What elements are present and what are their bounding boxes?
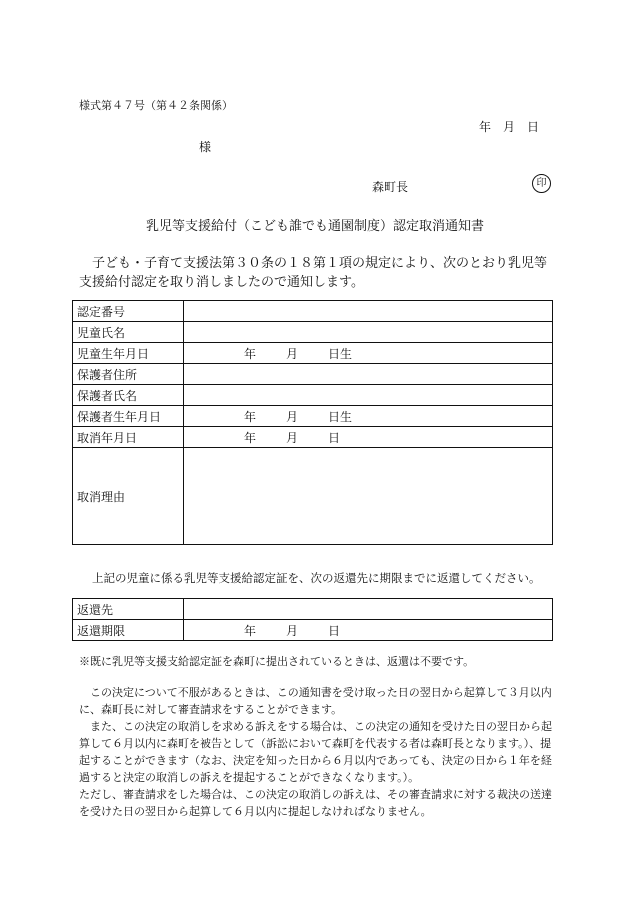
row-label: 取消年月日	[73, 427, 184, 448]
row-label: 児童氏名	[73, 322, 184, 343]
row-value[interactable]	[184, 448, 553, 545]
return-note: ※既に乳児等支援支給認定証を森町に提出されているときは、返還は不要です。	[79, 655, 475, 668]
table-row	[73, 406, 553, 427]
intro-text: 子ども・子育て支援法第３０条の１８第１項の規定により、次のとおり乳児等支援給付認定を取り消しましたので通知します。	[79, 256, 548, 290]
table-row	[73, 301, 553, 322]
row-label: 返還先	[73, 599, 184, 620]
revocation-table	[72, 300, 553, 545]
appeal-paragraph: ただし、審査請求をした場合は、この決定の取消しの訴えは、その審査請求に対する裁決の送達を受けた日の翌日から起算して６月以内に提起しなければなりません。	[79, 788, 552, 818]
row-value[interactable]	[184, 343, 553, 364]
row-value[interactable]	[184, 301, 553, 322]
year-mark: 年	[244, 409, 257, 424]
row-label: 保護者氏名	[73, 385, 184, 406]
month-mark: 月	[286, 346, 299, 361]
document-title: 乳児等支援給付（こども誰でも通園制度）認定取消通知書	[145, 219, 484, 234]
form-number: 様式第４７号（第４２条関係）	[79, 99, 233, 112]
return-table	[72, 598, 553, 641]
month-mark: 月	[286, 409, 299, 424]
row-label: 児童生年月日	[73, 343, 184, 364]
day-mark: 日生	[328, 409, 353, 424]
table-row	[73, 427, 553, 448]
table-row	[73, 322, 553, 343]
row-value[interactable]	[184, 364, 553, 385]
date-line: 年 月 日	[479, 120, 540, 134]
row-value[interactable]	[184, 620, 553, 641]
row-label: 返還期限	[73, 620, 184, 641]
month-mark: 月	[286, 623, 299, 638]
row-value[interactable]	[184, 427, 553, 448]
table-row	[73, 599, 553, 620]
year-mark: 年	[244, 346, 257, 361]
issuer-name: 森町長	[372, 180, 409, 194]
seal-mark: 印	[532, 174, 551, 193]
table-row	[73, 448, 553, 545]
row-label: 認定番号	[73, 301, 184, 322]
day-mark: 日生	[328, 346, 353, 361]
table-row	[73, 364, 553, 385]
appeal-paragraph: この決定について不服があるときは、この通知書を受け取った日の翌日から起算して３月以内に、森町長に対して審査請求をすることができます。	[79, 686, 552, 716]
addressee-suffix: 様	[199, 140, 212, 154]
row-value[interactable]	[184, 385, 553, 406]
month-mark: 月	[286, 430, 299, 445]
row-label: 保護者住所	[73, 364, 184, 385]
year-mark: 年	[244, 623, 257, 638]
row-label: 取消理由	[73, 448, 184, 545]
table-row	[73, 385, 553, 406]
return-notice: 上記の児童に係る乳児等支援給認定証を、次の返還先に期限までに返還してください。	[92, 571, 541, 585]
row-label: 保護者生年月日	[73, 406, 184, 427]
table-row	[73, 343, 553, 364]
row-value[interactable]	[184, 406, 553, 427]
appeal-paragraph: また、この決定の取消しを求める訴えをする場合は、この決定の通知を受けた日の翌日から起算して６月以内に森町を被告として（訴訟において森町を代表する者は森町長となります。）、提起することができます（なお、決定を知った日から６月以内であっても、決定の日から１年を経過すると決定の取消しの訴えを提起することができなくなります。）。	[79, 720, 552, 784]
row-value[interactable]	[184, 599, 553, 620]
year-mark: 年	[244, 430, 257, 445]
row-value[interactable]	[184, 322, 553, 343]
table-row	[73, 620, 553, 641]
appeal-section	[79, 684, 557, 820]
day-mark: 日	[328, 430, 341, 445]
day-mark: 日	[328, 623, 341, 638]
